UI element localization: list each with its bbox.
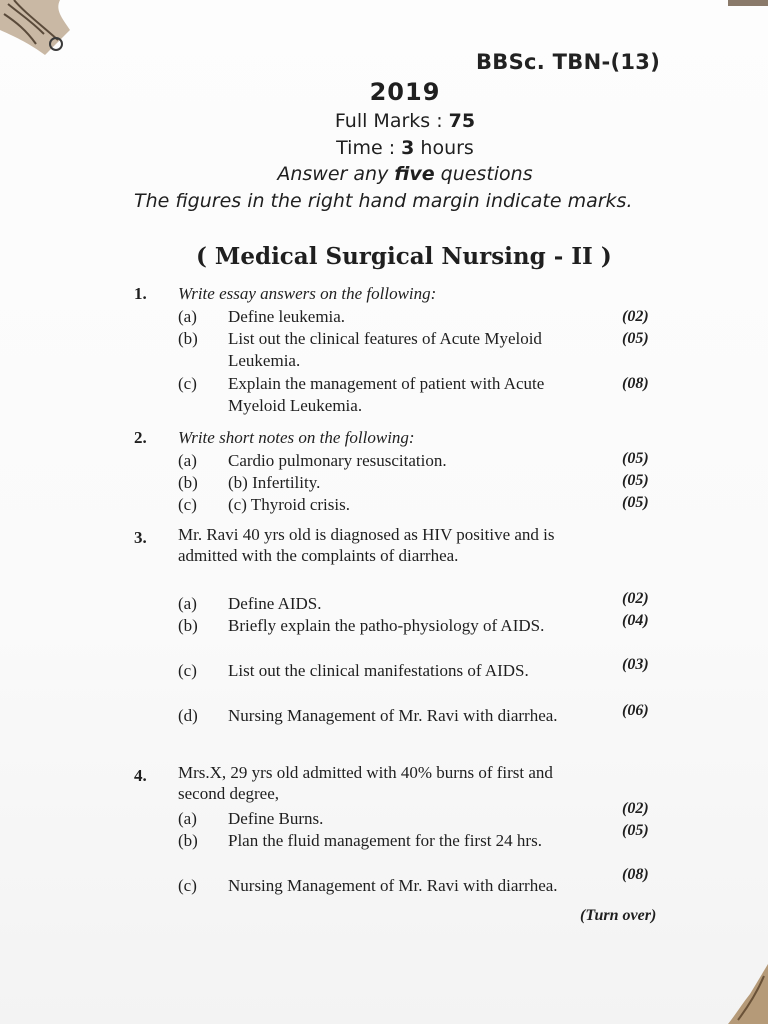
- question-number: 2.: [134, 428, 147, 447]
- option-text: Define AIDS.: [228, 594, 322, 613]
- torn-corner-top-left: [0, 0, 78, 60]
- exam-year: 2019: [369, 78, 441, 106]
- option-marks: (08): [622, 375, 649, 392]
- question-option: [178, 830, 598, 874]
- full-marks-label: Full Marks :: [334, 110, 449, 132]
- option-label: (d): [178, 706, 198, 725]
- option-label: (b): [178, 329, 198, 348]
- option-label: (c): [178, 374, 197, 393]
- question-option: [178, 472, 598, 494]
- option-text: Define leukemia.: [228, 307, 346, 326]
- option-marks: (05): [622, 330, 649, 347]
- question-number: 3.: [134, 528, 147, 547]
- option-marks: (04): [622, 612, 649, 629]
- question-option: [178, 660, 598, 704]
- question-option: [178, 373, 598, 417]
- time-label: Time :: [336, 137, 402, 159]
- option-marks: (06): [622, 702, 649, 719]
- torn-corner-bottom-right: [728, 964, 768, 1024]
- question-scenario: Mr. Ravi 40 yrs old is diagnosed as HIV positive and is admitted with the complaints of diarrhea.: [178, 525, 555, 565]
- option-label: (c): [178, 876, 197, 895]
- answer-instruction: [0, 163, 768, 185]
- paper-title: ( Medical Surgical Nursing - II ): [196, 243, 612, 270]
- option-text: Briefly explain the patho-physiology of AIDS.: [228, 616, 545, 635]
- question-option: [178, 808, 598, 830]
- option-marks: (03): [622, 656, 649, 673]
- option-text: Nursing Management of Mr. Ravi with diarrhea.: [228, 706, 558, 725]
- question-option: [178, 705, 598, 749]
- full-marks: [0, 110, 768, 132]
- question-number: 1.: [134, 284, 147, 303]
- option-label: (b): [178, 473, 198, 492]
- option-label: (c): [178, 495, 197, 514]
- option-label: (b): [178, 616, 198, 635]
- option-text: Explain the management of patient with Acute Myeloid Leukemia.: [228, 374, 545, 415]
- option-text: Nursing Management of Mr. Ravi with diarrhea.: [228, 876, 558, 895]
- option-marks: (02): [622, 308, 649, 325]
- option-label: (a): [178, 451, 197, 470]
- option-text: (c) Thyroid crisis.: [228, 495, 350, 514]
- option-marks: (08): [622, 866, 649, 883]
- option-label: (a): [178, 594, 197, 613]
- option-label: (b): [178, 831, 198, 850]
- option-marks: (05): [622, 822, 649, 839]
- time-value: 3: [401, 137, 415, 159]
- question-option: [178, 328, 598, 372]
- option-marks: (02): [622, 590, 649, 607]
- option-text: List out the clinical manifestations of AIDS.: [228, 661, 529, 680]
- question-scenario: Mrs.X, 29 yrs old admitted with 40% burns of first and second degree,: [178, 763, 553, 803]
- question-option: [178, 615, 598, 659]
- question-option: [178, 306, 598, 328]
- option-text: (b) Infertility.: [228, 473, 321, 492]
- full-marks-value: 75: [448, 110, 476, 132]
- option-label: (a): [178, 809, 197, 828]
- answer-suffix: questions: [434, 163, 533, 185]
- question-heading: Write short notes on the following:: [178, 428, 415, 447]
- option-label: (c): [178, 661, 197, 680]
- option-label: (a): [178, 307, 197, 326]
- option-text: List out the clinical features of Acute Myeloid Leukemia.: [228, 329, 542, 370]
- time-unit: hours: [414, 137, 474, 159]
- question-option: [178, 494, 598, 516]
- exam-time: [0, 137, 768, 159]
- dark-edge-top-right: [708, 0, 768, 16]
- question-option: [178, 875, 598, 919]
- answer-prefix: Answer any: [277, 163, 395, 185]
- question-heading: Write essay answers on the following:: [178, 284, 437, 303]
- option-marks: (02): [622, 800, 649, 817]
- option-marks: (05): [622, 472, 649, 489]
- paper-code: BBSc. TBN-(13): [476, 50, 661, 74]
- question-option: [178, 450, 598, 472]
- option-text: Plan the fluid management for the first 24 hrs.: [228, 831, 542, 850]
- option-text: Cardio pulmonary resuscitation.: [228, 451, 447, 470]
- answer-count: five: [394, 163, 435, 185]
- option-text: Define Burns.: [228, 809, 324, 828]
- marks-note: The figures in the right hand margin indicate marks.: [134, 190, 633, 212]
- question-option: [178, 593, 598, 615]
- turn-over-note: (Turn over): [580, 907, 657, 924]
- option-marks: (05): [622, 494, 649, 511]
- question-number: 4.: [134, 766, 147, 785]
- option-marks: (05): [622, 450, 649, 467]
